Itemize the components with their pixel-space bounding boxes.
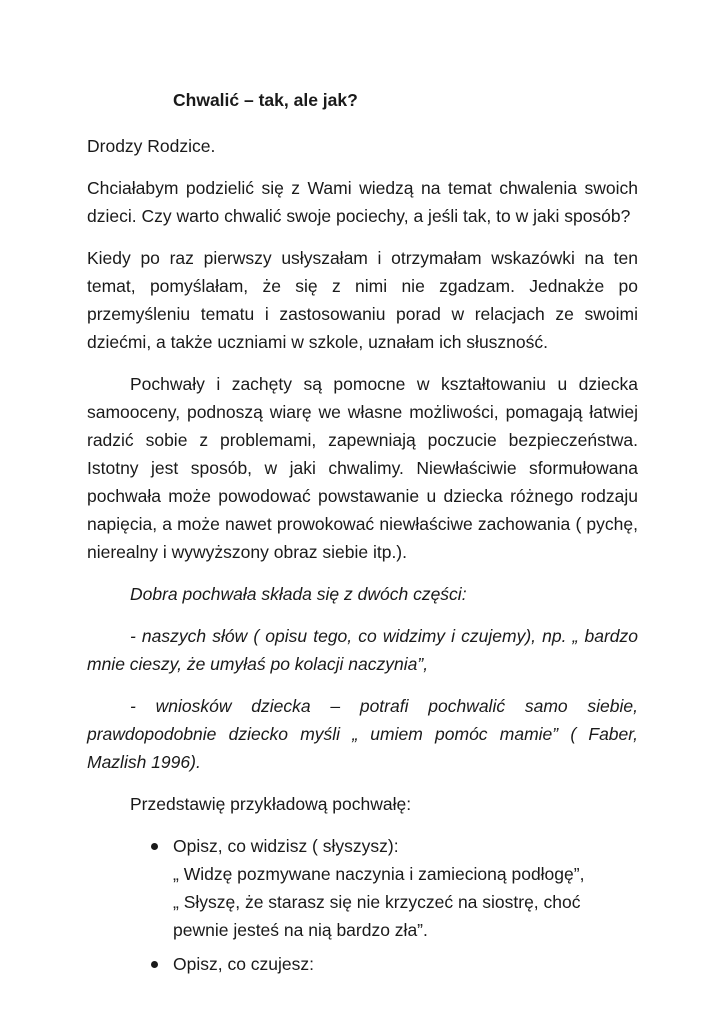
- paragraph-good-praise: Dobra pochwała składa się z dwóch części:: [130, 584, 467, 604]
- bullet-icon: [151, 843, 158, 850]
- paragraph-praise-benefits: Pochwały i zachęty są pomocne w kształtowaniu u dziecka samooceny, podnoszą wiarę we własne możliwości, pomagają łatwiej radzić sobie z problemami, zapewniają poczucie bezpieczeństwa. Istotny jest sposób, w jaki chwalimy. Niewłaściwie sformułowana pochwała może powodować powstawanie u dziecka różnego rodzaju napięcia, a może nawet prowokować niewłaściwe zachowania ( pychę, nierealny i wywyższony obraz siebie itp.).: [87, 374, 638, 562]
- paragraph-our-words: - naszych słów ( opisu tego, co widzimy i czujemy), np. „ bardzo mnie cieszy, że umyłaś po kolacji naczynia”,: [87, 626, 638, 674]
- paragraph-experience: Kiedy po raz pierwszy usłyszałam i otrzymałam wskazówki na ten temat, pomyślałam, że się z nimi nie zgadzam. Jednakże po przemyśleniu tematu i zastosowaniu porad w relacjach ze swoimi dziećmi, a także uczniami w szkole, uznałam ich słuszność.: [87, 248, 638, 352]
- paragraph-intro: Chciałabym podzielić się z Wami wiedzą na temat chwalenia swoich dzieci. Czy warto chwalić swoje pociechy, a jeśli tak, to w jaki sposób?: [87, 178, 638, 226]
- bullet-label: Opisz, co widzisz ( słyszysz):: [173, 836, 399, 856]
- bullet-quote: „ Słyszę, że starasz się nie krzyczeć na siostrę, choć pewnie jesteś na nią bardzo zła”.: [173, 892, 581, 940]
- document-body: [87, 86, 638, 984]
- bullet-icon: [151, 961, 158, 968]
- bullet-label: Opisz, co czujesz:: [173, 954, 315, 974]
- paragraph-example-intro: Przedstawię przykładową pochwałę:: [130, 794, 412, 814]
- bullet-quote: „ Widzę pozmywane naczynia i zamiecioną podłogę”,: [173, 864, 585, 884]
- bullet-list: [87, 832, 638, 978]
- list-item: [173, 950, 638, 978]
- document-title: Chwalić – tak, ale jak?: [173, 90, 358, 110]
- paragraph-child-conclusions: - wniosków dziecka – potrafi pochwalić samo siebie, prawdopodobnie dziecko myśli „ umiem pomóc mamie” ( Faber, Mazlish 1996).: [87, 696, 638, 772]
- list-item: [173, 832, 638, 944]
- salutation: Drodzy Rodzice.: [87, 136, 216, 156]
